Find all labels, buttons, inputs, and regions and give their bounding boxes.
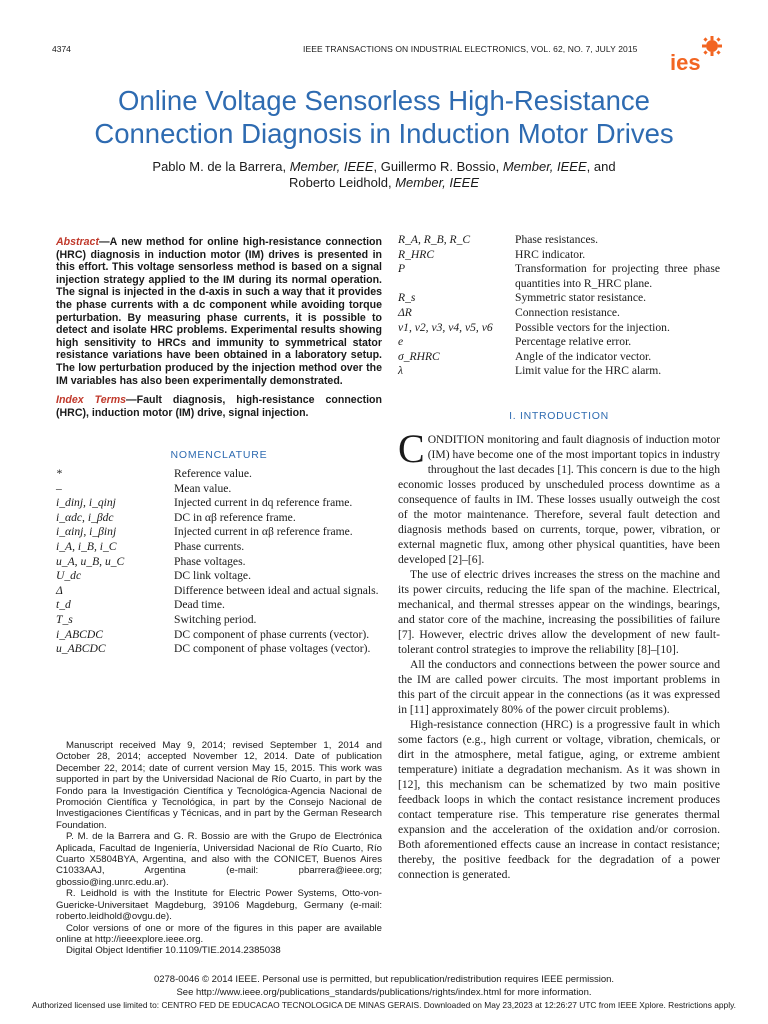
nomenclature-left xyxy=(56,467,382,657)
nomenclature-row xyxy=(56,555,382,570)
abstract-body: Abstract—A new method for online high-resistance connection (HRC) diagnosis in induction motor (IM) drives is presented in this effort. This voltage sensorless method is based on a signal injection strategy applied to the IM during its normal operation. The signal is injected in the d-axis in such a way that it provides the phase currents with a dc component while avoiding torque perturbation. By measuring phase currents, it is possible to detect and isolate HRC problems. Experimental results showing high sensitivity to HRCs and immunity to symmetrical stator resistance variations have been obtained in a laboratory setup. The low perturbation produced by the injection method over the IM variables has also been experimentally demonstrated. xyxy=(56,236,382,387)
nomenclature-description: HRC indicator. xyxy=(515,247,586,261)
nomenclature-symbol: t_d xyxy=(56,598,71,612)
nomenclature-symbol: i_A, i_B, i_C xyxy=(56,539,117,553)
dropcap: C xyxy=(398,426,425,471)
nomenclature-row xyxy=(398,335,720,350)
nomenclature-description: Reference value. xyxy=(174,467,252,480)
nomenclature-symbol: σ_RHRC xyxy=(398,349,440,363)
intro-paragraph-1: CONDITION monitoring and fault diagnosis of induction motor (IM) have become one of the most important topics in industry throughout the last decades [1]. This concern is due to the high economic losses produced by unscheduled process downtime as a consequence of faults in IM. These losses usually outweigh the cost of the motor maintenance. Therefore, several fault detection and diagnosis methods based on currents, torque, power, vibration, or external magnetic flux, among other physical quantities, have been developed [2]–[6]. xyxy=(398,426,720,566)
journal-header: IEEE TRANSACTIONS ON INDUSTRIAL ELECTRONICS, VOL. 62, NO. 7, JULY 2015 xyxy=(303,44,638,54)
footnote-color: Color versions of one or more of the figures in this paper are available online at http://ieeexplore.ieee.org. xyxy=(56,922,382,945)
title-line-2: Connection Diagnosis in Induction Motor Drives xyxy=(94,118,674,149)
copyright-notice: 0278-0046 © 2014 IEEE. Personal use is permitted, but republication/redistribution requires IEEE permission. xyxy=(153,974,615,985)
introduction-heading: I. INTRODUCTION xyxy=(509,410,609,422)
nomenclature-row xyxy=(398,350,720,365)
authors-line-2: Roberto Leidhold, Member, IEEE xyxy=(288,175,480,190)
nomenclature-symbol: i_αdc, i_βdc xyxy=(56,510,114,524)
page-number: 4374 xyxy=(52,44,71,54)
nomenclature-row xyxy=(398,248,720,263)
nomenclature-description: DC component of phase currents (vector). xyxy=(174,627,370,641)
nomenclature-symbol: i_ABCDC xyxy=(56,627,104,641)
nomenclature-description: Phase voltages. xyxy=(174,554,246,568)
nomenclature-description: Switching period. xyxy=(174,612,257,626)
nomenclature-symbol: – xyxy=(56,481,62,495)
introduction-body xyxy=(398,426,720,882)
nomenclature-row xyxy=(56,511,382,526)
intro-paragraph-2: The use of electric drives increases the stress on the machine and its power circuits, reducing the life span of the machine. Electrical, mechanical, and thermal stresses appear on the windings, bearings, and stator core of the machine, increasing the possibilities of failure [7]. However, electric drives allow the development of new fault-tolerant control strategies to improve the reliability [8]–[10]. xyxy=(398,568,720,656)
nomenclature-symbol: i_αinj, i_βinj xyxy=(56,525,117,539)
nomenclature-description: Percentage relative error. xyxy=(515,335,632,349)
rights-link[interactable]: See http://www.ieee.org/publications_standards/publications/rights/index.html for more information. xyxy=(176,987,592,998)
nomenclature-description: Connection resistance. xyxy=(515,305,620,319)
nomenclature-description: Symmetric stator resistance. xyxy=(515,291,647,305)
intro-paragraph-4: High-resistance connection (HRC) is a progressive fault in which some factors (e.g., high current or voltage, vibration, chemicals, or dirt in the atmosphere, metal fatigue, aging, or extreme ambient temperature) initiate a degradation mechanism. As it was shown in [12], this mechanism can be schematized by two main positive feedback loops in which the contact resistance increment produces contact temperature rise. This temperature rise generates thermal expansion and the acceleration of the oxidation and/or corrosion. Both aforementioned effects cause an increase in contact resistance; thereby, the positive feedback for the degradation of a power connection is generated. xyxy=(398,718,720,881)
nomenclature-row xyxy=(398,321,720,336)
nomenclature-symbol: R_A, R_B, R_C xyxy=(398,233,471,246)
nomenclature-description: Angle of the indicator vector. xyxy=(515,349,652,363)
nomenclature-symbol: R_s xyxy=(398,291,416,305)
nomenclature-description: DC in αβ reference frame. xyxy=(174,510,296,524)
nomenclature-description: Mean value. xyxy=(174,481,232,495)
nomenclature-symbol: u_A, u_B, u_C xyxy=(56,554,125,568)
nomenclature-row xyxy=(56,613,382,628)
nomenclature-description: Possible vectors for the injection. xyxy=(515,320,670,334)
footnote-manuscript: Manuscript received May 9, 2014; revised September 1, 2014 and October 28, 2014; accepted November 12, 2014. Date of publication December 22, 2014; date of current version May 15, 2015. This work was supported in part by the Universidad Nacional de Río Cuarto, in part by the Fondo para la Investigación Científica y Tecnológica-Agencia Nacional de Promoción Científica y Tecnológica, in part by the Consejo Nacional de Investigaciones Científicas y Técnicas, and in part by the German Research Foundation. xyxy=(56,740,382,831)
nomenclature-heading: NOMENCLATURE xyxy=(170,449,268,461)
nomenclature-row xyxy=(56,496,382,511)
nomenclature-description: Difference between ideal and actual signals. xyxy=(174,583,379,597)
nomenclature-row xyxy=(398,306,720,321)
nomenclature-symbol: e xyxy=(398,335,404,349)
nomenclature-row xyxy=(56,540,382,555)
nomenclature-row xyxy=(56,642,382,657)
nomenclature-row xyxy=(398,364,720,379)
nomenclature-row xyxy=(398,291,720,306)
logo-text: ies xyxy=(670,50,701,74)
authors xyxy=(40,159,728,191)
abstract xyxy=(56,236,382,419)
nomenclature-description: Injected current in αβ reference frame. xyxy=(174,525,353,539)
nomenclature-row xyxy=(398,233,720,248)
nomenclature-symbol: U_dc xyxy=(56,569,82,583)
nomenclature-row xyxy=(398,262,720,291)
nomenclature-symbol: * xyxy=(56,467,62,480)
nomenclature-description: Dead time. xyxy=(174,598,225,612)
nomenclature-description: Injected current in dq reference frame. xyxy=(174,496,353,510)
nomenclature-description: Phase resistances. xyxy=(515,233,599,246)
nomenclature-row xyxy=(56,598,382,613)
footnote-affiliation-1: P. M. de la Barrera and G. R. Bossio are with the Grupo de Electrónica Aplicada, Facultad de Ingeniería, Universidad Nacional de Río Cuarto, Río Cuarto X5804BYA, Argentina, and also with the CONICET, Buenos Aires C1033AAJ, Argentina (e-mail: pbarrera@ieee.org; gbossio@ing.unrc.edu.ar). xyxy=(56,831,382,888)
footnote xyxy=(56,740,382,957)
index-terms: Index Terms—Fault diagnosis, high-resistance connection (HRC), induction motor (IM) drive, signal injection. xyxy=(56,394,382,419)
nomenclature-symbol: u_ABCDC xyxy=(56,642,106,656)
nomenclature-description: DC link voltage. xyxy=(174,569,251,583)
nomenclature-right xyxy=(398,233,720,379)
nomenclature-symbol: P xyxy=(398,262,406,276)
footnote-doi: Digital Object Identifier 10.1109/TIE.2014.2385038 xyxy=(66,945,281,957)
nomenclature-symbol: λ xyxy=(398,364,404,378)
nomenclature-description: Limit value for the HRC alarm. xyxy=(515,364,662,378)
title-line-1: Online Voltage Sensorless High-Resistance xyxy=(118,85,650,116)
nomenclature-symbol: T_s xyxy=(56,612,73,626)
nomenclature-description: Transformation for projecting three phase quantities into R_HRC plane. xyxy=(515,262,720,290)
authorized-use-notice: Authorized licensed use limited to: CENTRO FED DE EDUCACAO TECNOLOGICA DE MINAS GERAIS. Downloaded on May 23,2023 at 12:26:27 UTC from IEEE Xplore. Restrictions apply. xyxy=(32,1000,736,1010)
paper-title xyxy=(40,84,728,150)
nomenclature-row xyxy=(56,482,382,497)
ies-logo xyxy=(664,34,724,74)
footnote-affiliation-2: R. Leidhold is with the Institute for Electric Power Systems, Otto-von-Guericke-Universitaet Magdeburg, 39106 Magdeburg, Germany (e-mail: roberto.leidhold@ovgu.de). xyxy=(56,888,382,923)
nomenclature-row xyxy=(56,569,382,584)
authors-line-1: Pablo M. de la Barrera, Member, IEEE, Guillermo R. Bossio, Member, IEEE, and xyxy=(152,159,616,174)
nomenclature-symbol: ΔR xyxy=(398,305,412,319)
nomenclature-row xyxy=(56,628,382,643)
nomenclature-symbol: Δ xyxy=(56,583,63,597)
nomenclature-row xyxy=(56,467,382,482)
nomenclature-description: Phase currents. xyxy=(174,539,245,553)
nomenclature-row xyxy=(56,525,382,540)
nomenclature-description: DC component of phase voltages (vector). xyxy=(174,642,371,656)
nomenclature-symbol: v1, v2, v3, v4, v5, v6 xyxy=(398,320,493,334)
intro-paragraph-3: All the conductors and connections between the power source and the IM are called power circuits. The most important problems in this part of the circuit appear in the connections (as it was expressed in [11] approximately 80% of the power circuit problems). xyxy=(398,658,720,716)
nomenclature-symbol: i_dinj, i_qinj xyxy=(56,496,116,510)
nomenclature-row xyxy=(56,584,382,599)
nomenclature-symbol: R_HRC xyxy=(398,247,435,261)
